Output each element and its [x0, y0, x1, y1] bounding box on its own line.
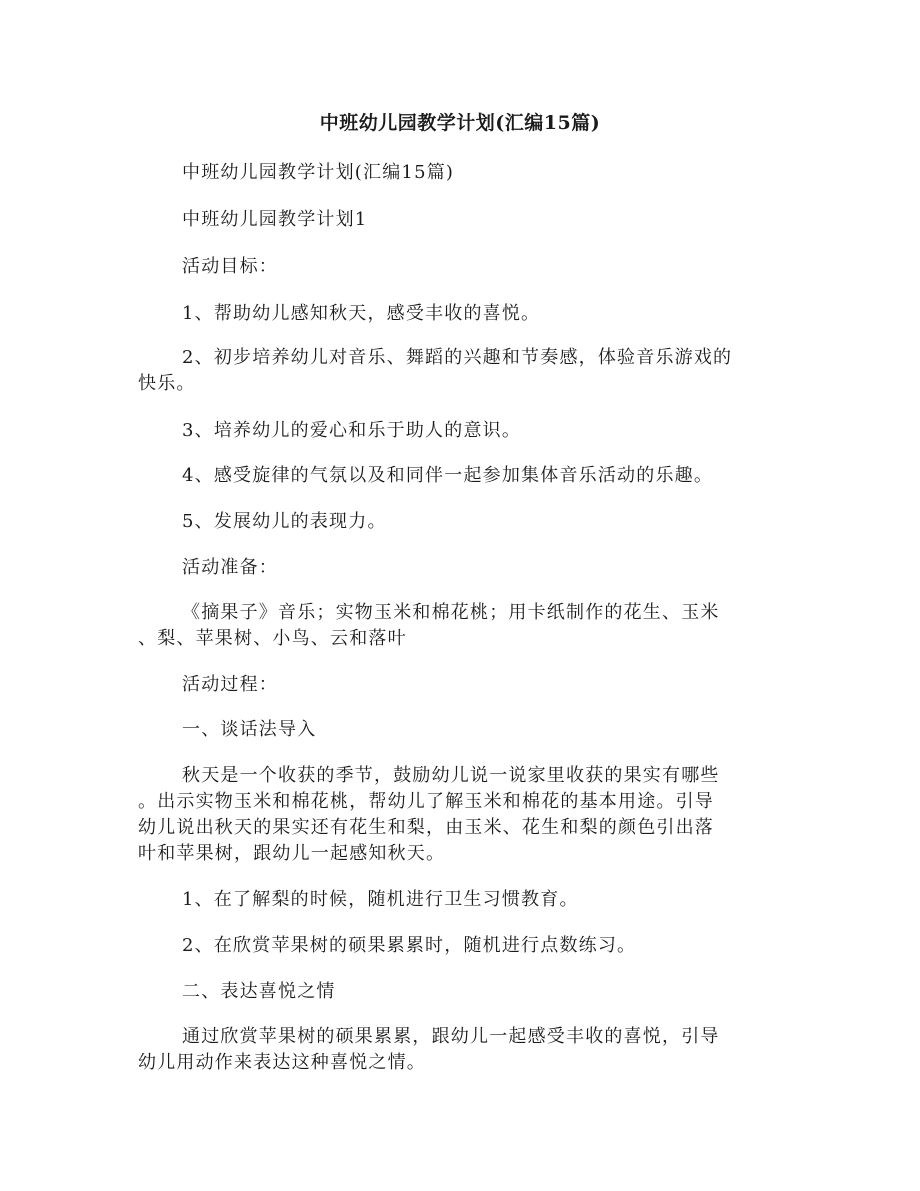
paragraph-step-1-line-2: 。出示实物玉米和棉花桃，帮幼儿了解玉米和棉花的基本用途。引导 [138, 791, 714, 812]
paragraph-section-heading: 中班幼儿园教学计划1 [182, 209, 368, 230]
paragraph-step-1-line-4: 叶和苹果树，跟幼儿一起感知秋天。 [138, 843, 446, 864]
paragraph-process-heading: 活动过程： [182, 674, 278, 695]
paragraph-goal-2-line-1: 2、初步培养幼儿对音乐、舞蹈的兴趣和节奏感，体验音乐游戏的 [182, 347, 733, 368]
paragraph-goal-2-line-2: 快乐。 [138, 373, 196, 394]
paragraph-step-2-line-1: 通过欣赏苹果树的硕果累累，跟幼儿一起感受丰收的喜悦，引导 [182, 1026, 720, 1047]
paragraph-note-2: 2、在欣赏苹果树的硕果累累时，随机进行点数练习。 [182, 935, 637, 956]
paragraph-goal-4: 4、感受旋律的气氛以及和同伴一起参加集体音乐活动的乐趣。 [182, 465, 714, 486]
document-title: 中班幼儿园教学计划(汇编15篇) [319, 112, 601, 134]
paragraph-prep-line-1: 《摘果子》音乐；实物玉米和棉花桃；用卡纸制作的花生、玉米 [182, 602, 720, 623]
paragraph-goal-3: 3、培养幼儿的爱心和乐于助人的意识。 [182, 420, 522, 441]
paragraph-note-1: 1、在了解梨的时候，随机进行卫生习惯教育。 [182, 889, 579, 910]
paragraph-goal-1: 1、帮助幼儿感知秋天，感受丰收的喜悦。 [182, 303, 541, 324]
paragraph-step-1-line-3: 幼儿说出秋天的果实还有花生和梨，由玉米、花生和梨的颜色引出落 [138, 817, 714, 838]
paragraph-prep-heading: 活动准备： [182, 557, 278, 578]
paragraph-prep-line-2: 、梨、苹果树、小鸟、云和落叶 [138, 628, 407, 649]
paragraph-step-1-line-1: 秋天是一个收获的季节，鼓励幼儿说一说家里收获的果实有哪些 [182, 765, 720, 786]
paragraph-step-2-line-2: 幼儿用动作来表达这种喜悦之情。 [138, 1052, 426, 1073]
paragraph-subtitle: 中班幼儿园教学计划(汇编15篇) [182, 162, 455, 183]
paragraph-goals-heading: 活动目标： [182, 256, 278, 277]
paragraph-step-2-heading: 二、表达喜悦之情 [182, 981, 336, 1002]
paragraph-step-1-heading: 一、谈话法导入 [182, 719, 317, 740]
paragraph-goal-5: 5、发展幼儿的表现力。 [182, 511, 387, 532]
